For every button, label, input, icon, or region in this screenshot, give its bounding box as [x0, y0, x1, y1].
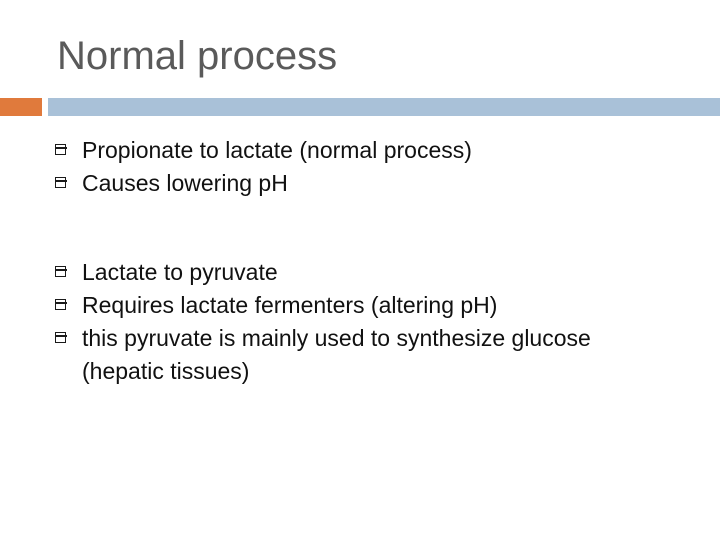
bullet-item — [55, 289, 642, 322]
bullet-text: Propionate to lactate (normal process) — [82, 137, 472, 163]
checkbox-bullet-icon — [55, 177, 66, 188]
title-accent-bar — [0, 98, 42, 116]
slide-title: Normal process — [57, 34, 338, 78]
bullet-item — [55, 256, 642, 289]
bullet-text: Causes lowering pH — [82, 170, 288, 196]
bullet-text: Lactate to pyruvate — [82, 259, 278, 285]
bullet-item — [55, 167, 642, 200]
checkbox-bullet-icon — [55, 299, 66, 310]
bullet-item — [55, 322, 642, 388]
title-rule — [48, 98, 720, 116]
checkbox-bullet-icon — [55, 266, 66, 277]
bullet-list-group-1 — [55, 134, 642, 200]
bullet-item — [55, 134, 642, 167]
bullet-text: Requires lactate fermenters (altering pH) — [82, 292, 498, 318]
bullet-text: this pyruvate is mainly used to synthesize glucose (hepatic tissues) — [82, 325, 591, 384]
bullet-list-group-2 — [55, 256, 642, 388]
checkbox-bullet-icon — [55, 144, 66, 155]
checkbox-bullet-icon — [55, 332, 66, 343]
